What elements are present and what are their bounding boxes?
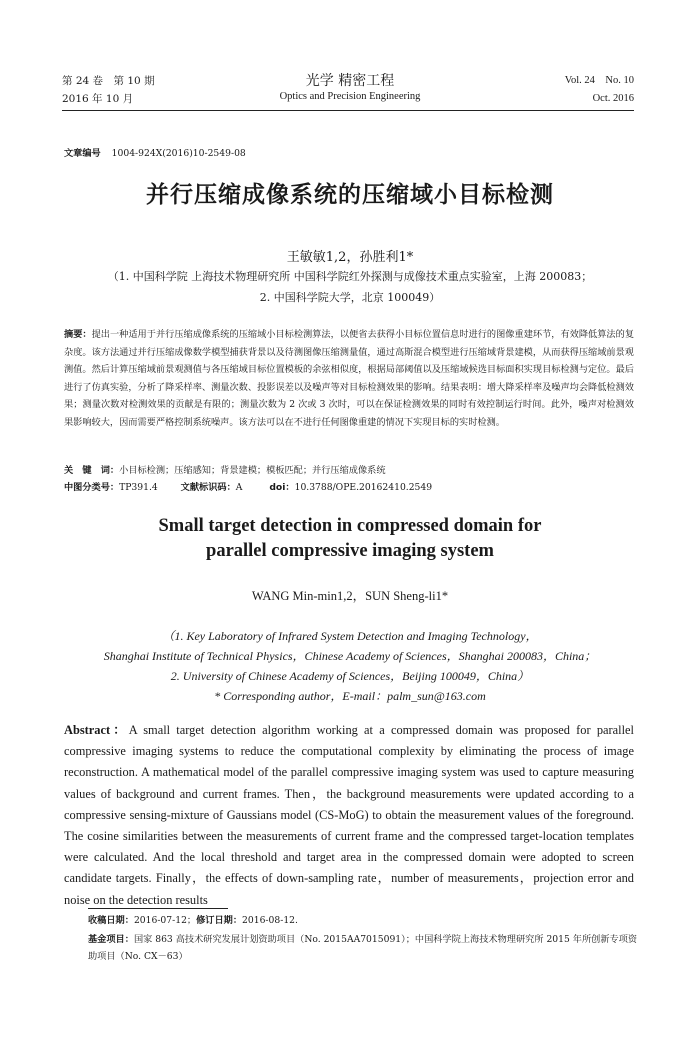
revised-value: 2016-08-12. [242, 915, 298, 926]
affiliation-cn-2: 2. 中国科学院大学，北京 100049） [259, 291, 441, 304]
journal-title-en: Optics and Precision Engineering [279, 91, 421, 102]
affiliation-cn-1: （1. 中国科学院 上海技术物理研究所 中国科学院红外探测与成像技术重点实验室，上海 200083； [107, 270, 593, 283]
issue-date: 2016 年 10 月 [62, 93, 134, 105]
title-en-line-2: parallel compressive imaging system [206, 541, 494, 561]
authors-en: WANG Min-min1,2，SUN Sheng-li1* [251, 589, 449, 603]
received-value: 2016-07-12； [133, 915, 197, 926]
abstract-en-text: A small target detection algorithm working at a compressed domain was proposed for parallel compressive imaging systems to reduce the computational complexity by eliminating the process of image reconstruction. A mathematical model of the parallel compressive imaging system was used to capture measuring values of background and current frames. Then，the background measurements were updated according to a compressive sensing-mixture of Gaussians model (CS-MoG) to obtain the measurement values of the foreground. The cosine similarities between the measurements of current frame and the compressed target-location templates were calculated. And the local threshold and target area in the compressed domain were adopted to screen candidate targets. Finally，the effects of down-sampling rate，number of measurements，projection error and noise on the detection results [64, 723, 634, 907]
title-en-line-1: Small target detection in compressed domain for [158, 516, 542, 536]
article-number-label: 文章编号 [64, 148, 101, 159]
header-rule [62, 110, 634, 111]
affiliation-en-2: Shanghai Institute of Technical Physics，Chinese Academy of Sciences，Shanghai 200083，China； [103, 649, 597, 663]
received-label: 收稿日期： [88, 915, 134, 926]
abstract-cn [64, 326, 634, 432]
doi-label: doi： [269, 482, 295, 493]
footnote-rule [88, 908, 228, 909]
keywords-cn [64, 462, 634, 480]
abstract-cn-text: 提出一种适用于并行压缩成像系统的压缩域小目标检测算法，以便省去获得小目标位置信息时进行的图像重建环节，有效降低算法的复杂度。该方法通过并行压缩成像数学模型捕获背景以及待测图像压缩测量值，通过高斯混合模型进行压缩域背景建模，从而获得压缩域前景观测值。然后计算压缩域前景观测值与各压缩域目标位置模板的余弦相似度，根据局部阈值以及压缩域候选目标面积实现目标检测与定位。最后进行了仿真实验，分析了降采样率、测量次数、投影误差以及噪声等对目标检测效果的影响。结果表明：增大降采样率及噪声均会降低检测效果；测量次数对检测效果的贡献是有限的；测量次数为 2 次或 3 次时，可以在保证检测效果的同时有效控制运行时间。此外，噪声对检测效果影响较大，因而需要严格控制系统噪声。该方法可以在不进行任何图像重建的情况下实现目标的实时检测。 [64, 329, 635, 428]
title-cn: 并行压缩成像系统的压缩域小目标检测 [146, 182, 554, 208]
corresponding-author: * Corresponding author，E-mail：palm_sun@163.com [214, 689, 486, 703]
article-number [64, 145, 246, 159]
revised-label: 修订日期： [196, 915, 243, 926]
abstract-cn-label: 摘要： [64, 329, 92, 340]
clc-label: 中图分类号： [64, 482, 120, 493]
keywords-cn-label: 关 键 词： [64, 465, 120, 476]
doc-code-label: 文献标识码： [180, 482, 236, 493]
affiliation-en-1: （1. Key Laboratory of Infrared System Detection and Imaging Technology， [162, 629, 538, 643]
received-dates [88, 912, 638, 929]
doc-code-value: A [235, 482, 243, 493]
authors-cn: 王敏敏1,2，孙胜利1* [286, 250, 414, 265]
fund-info [88, 931, 638, 965]
fund-label: 基金项目： [88, 934, 134, 945]
issue-date-en: Oct. 2016 [592, 93, 634, 104]
affiliation-en-3: 2. University of Chinese Academy of Sciences，Beijing 100049，China） [170, 669, 530, 683]
article-number-value: 1004-924X(2016)10-2549-08 [111, 148, 246, 159]
keywords-cn-text: 小目标检测；压缩感知；背景建模；模板匹配；并行压缩成像系统 [119, 465, 386, 476]
classification-line [64, 479, 634, 497]
journal-title-cn: 光学 精密工程 [305, 73, 395, 89]
volume-number-en: Vol. 24 No. 10 [564, 75, 634, 86]
clc-value: TP391.4 [119, 482, 158, 493]
volume-issue-label: 第 24 卷 第 10 期 [62, 75, 155, 87]
abstract-en [64, 720, 634, 911]
abstract-en-label: Abstract： [64, 723, 129, 737]
doi-value: 10.3788/OPE.20162410.2549 [294, 482, 433, 493]
fund-text: 国家 863 高技术研究发展计划资助项目（No. 2015AA7015091）；中国科学院上海技术物理研究所 2015 年所创新专项资助项目（No. CX－63） [88, 934, 638, 962]
